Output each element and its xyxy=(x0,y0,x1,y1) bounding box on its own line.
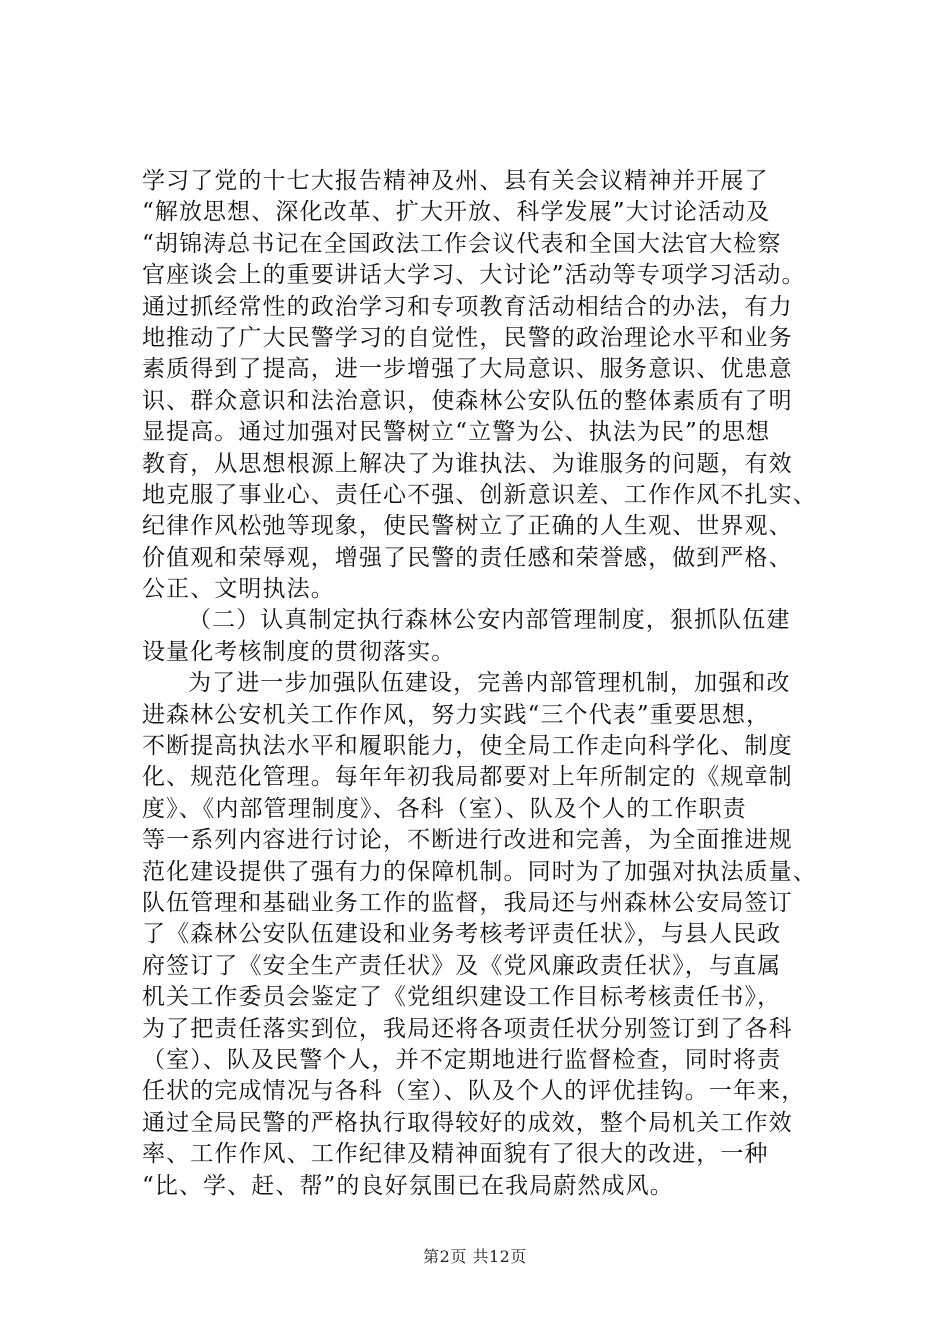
text-line: 价值观和荣辱观，增强了民警的责任感和荣誉感，做到严格、 xyxy=(142,544,793,571)
text-line: 任状的完成情况与各科（室）、队及个人的评优挂钩。一年来， xyxy=(142,1078,806,1105)
text-line: （二）认真制定执行森林公安内部管理制度，狠抓队伍建 xyxy=(188,607,791,634)
text-line: 地推动了广大民警学习的自觉性，民警的政治理论水平和业务 xyxy=(142,324,793,351)
text-line: 教育，从思想根源上解决了为谁执法、为谁服务的问题，有效 xyxy=(142,450,793,477)
text-line: “解放思想、深化改革、扩大开放、科学发展”大讨论活动及 xyxy=(142,199,771,226)
text-line: 通过全局民警的严格执行取得较好的成效，整个局机关工作效 xyxy=(142,1109,793,1136)
text-line: 度》、《内部管理制度》、各科（室）、队及个人的工作职责 xyxy=(142,795,747,822)
text-line: 官座谈会上的重要讲话大学习、大讨论”活动等专项学习活动。 xyxy=(142,262,806,289)
text-line: 了《森林公安队伍建设和业务考核考评责任状》，与县人民政 xyxy=(142,921,782,948)
text-line: 不断提高执法水平和履职能力，使全局工作走向科学化、制度 xyxy=(142,733,793,760)
text-line: （室）、队及民警个人，并不定期地进行监督检查，同时将责 xyxy=(142,1046,782,1073)
text-line: 队伍管理和基础业务工作的监督，我局还与州森林公安局签订 xyxy=(142,889,793,916)
text-line: 机关工作委员会鉴定了《党组织建设工作目标考核责任书》， xyxy=(142,984,782,1011)
text-line: 通过抓经常性的政治学习和专项教育活动相结合的办法，有力 xyxy=(142,293,793,320)
page-footer: 第2页 共12页 xyxy=(423,1247,527,1266)
text-line: 纪律作风松弛等现象，使民警树立了正确的人生观、世界观、 xyxy=(142,513,793,540)
text-line: 范化建设提供了强有力的保障机制。同时为了加强对执法质量、 xyxy=(142,858,817,885)
text-line: 为了把责任落实到位，我局还将各项责任状分别签订到了各科 xyxy=(142,1015,793,1042)
text-line: 识、群众意识和法治意识，使森林公安队伍的整体素质有了明 xyxy=(142,387,793,414)
text-line: 为了进一步加强队伍建设，完善内部管理机制，加强和改 xyxy=(188,670,791,697)
text-line: “比、学、赶、帮”的良好氛围已在我局蔚然成风。 xyxy=(142,1172,674,1199)
document-body xyxy=(142,166,862,1202)
text-line: 府签订了《安全生产责任状》及《党风廉政责任状》，与直属 xyxy=(142,952,782,979)
text-line: 公正、文明执法。 xyxy=(142,576,335,603)
text-line: “胡锦涛总书记在全国政法工作会议代表和全国大法官大检察 xyxy=(142,230,782,257)
text-line: 素质得到了提高，进一步增强了大局意识、服务意识、优患意 xyxy=(142,356,793,383)
text-line: 设量化考核制度的贯彻落实。 xyxy=(142,638,456,665)
text-line: 等一系列内容进行讨论，不断进行改进和完善，为全面推进规 xyxy=(142,827,793,854)
text-line: 地克服了事业心、责任心不强、创新意识差、工作作风不扎实、 xyxy=(142,481,817,508)
text-line: 化、规范化管理。每年年初我局都要对上年所制定的《规章制 xyxy=(142,764,793,791)
text-line: 显提高。通过加强对民警树立“立警为公、执法为民”的思想 xyxy=(142,419,771,446)
text-line: 进森林公安机关工作作风，努力实践“三个代表”重要思想， xyxy=(142,701,771,728)
text-line: 学习了党的十七大报告精神及州、县有关会议精神并开展了 xyxy=(142,168,769,194)
text-line: 率、工作作风、工作纪律及精神面貌有了很大的改进，一种 xyxy=(142,1141,769,1168)
